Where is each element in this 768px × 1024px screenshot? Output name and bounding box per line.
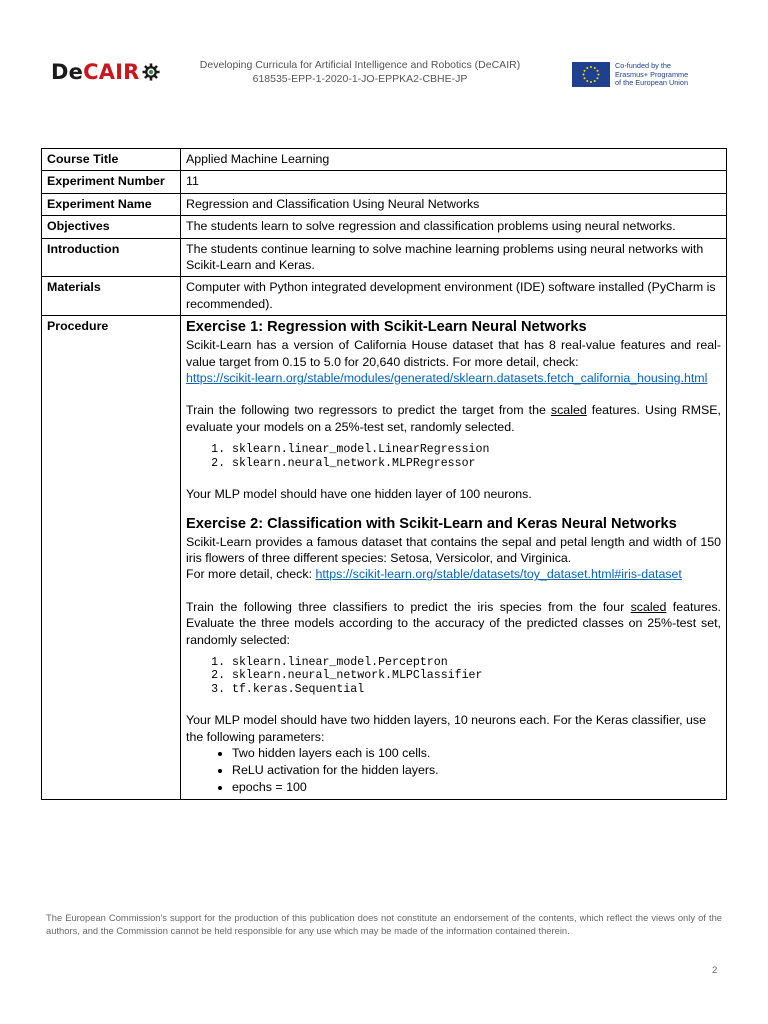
- row-label: Introduction: [42, 238, 181, 277]
- list-item: 2. sklearn.neural_network.MLPClassifier: [232, 669, 721, 682]
- table-row: [42, 216, 727, 238]
- list-item: 2. sklearn.neural_network.MLPRegressor: [232, 457, 721, 470]
- row-value: The students continue learning to solve machine learning problems using neural networks with Scikit-Learn and Keras.: [181, 238, 727, 277]
- exercise-2-model-list: [186, 656, 721, 696]
- keras-parameter-list: [186, 745, 721, 796]
- logo-text: DeCAIR: [51, 60, 140, 84]
- table-row: [42, 193, 727, 215]
- iris-dataset-link[interactable]: https://scikit-learn.org/stable/datasets/toy_dataset.html#iris-dataset: [315, 567, 682, 582]
- header-title: [150, 58, 570, 86]
- table-row: [42, 277, 727, 316]
- eu-text: Co-funded by the Erasmus+ Programme of the European Union: [615, 61, 689, 88]
- list-item: • ReLU activation for the hidden layers.: [232, 762, 721, 779]
- row-label: Procedure: [42, 316, 181, 800]
- list-item: 1. sklearn.linear_model.LinearRegression: [232, 443, 721, 456]
- exercise-2-instructions: Train the following three classifiers to predict the iris species from the four scaled features. Evaluate the three models according to the accuracy of the predicted classes on 25%-test set, randomly selected:: [186, 599, 722, 647]
- row-value: The students learn to solve regression and classification problems using neural networks.: [181, 216, 727, 238]
- exercise-2-note: Your MLP model should have two hidden layers, 10 neurons each. For the Keras classifier, use the following parameters:: [186, 713, 707, 744]
- row-value: 11: [181, 171, 727, 193]
- row-label: Course Title: [42, 149, 181, 171]
- list-item: • Two hidden layers each is 100 cells.: [232, 745, 721, 762]
- exercise-1-intro: Scikit-Learn has a version of California House dataset that has 8 real-value features and real-value target from 0.15 to 5.0 for 20,640 districts. For more detail, check:: [186, 338, 721, 369]
- experiment-table: [41, 148, 727, 800]
- table-row: [42, 238, 727, 277]
- eu-cofunded-logo: [572, 62, 688, 88]
- table-row: [42, 149, 727, 171]
- list-item: 1. sklearn.linear_model.Perceptron: [232, 656, 721, 669]
- row-value: Computer with Python integrated development environment (IDE) software installed (PyCharm is recommended).: [181, 277, 727, 316]
- row-value: Regression and Classification Using Neural Networks: [181, 193, 727, 215]
- exercise-1-model-list: [186, 443, 721, 470]
- eu-disclaimer: The European Commission's support for the production of this publication does not constitute an endorsement of the contents, which reflect the views only of the authors, and the Commission cannot be held responsible for any use which may be made of the information contained therein.: [46, 912, 722, 937]
- california-housing-link[interactable]: https://scikit-learn.org/stable/modules/generated/sklearn.datasets.fetch_california_housing.html: [186, 371, 708, 386]
- exercise-2-detail: For more detail, check: https://scikit-learn.org/stable/datasets/toy_dataset.html#iris-dataset: [186, 567, 682, 582]
- exercise-2-intro: Scikit-Learn provides a famous dataset that contains the sepal and petal length and width of 150 iris flowers of three different species: Setosa, Versicolor, and Virginica.: [186, 534, 721, 565]
- exercise-1-instructions: Train the following two regressors to predict the target from the scaled features. Using RMSE, evaluate your models on a 25%-test set, randomly selected.: [186, 403, 721, 434]
- table-row: [42, 316, 727, 800]
- procedure-cell: [181, 316, 727, 800]
- exercise-1-note: Your MLP model should have one hidden layer of 100 neurons.: [186, 487, 532, 502]
- row-label: Objectives: [42, 216, 181, 238]
- table-row: [42, 171, 727, 193]
- page-number: 2: [712, 965, 718, 976]
- row-value: Applied Machine Learning: [181, 149, 727, 171]
- list-item: 3. tf.keras.Sequential: [232, 683, 721, 696]
- eu-flag-icon: [572, 62, 610, 87]
- list-item: • epochs = 100: [232, 779, 721, 796]
- decair-logo: [51, 60, 160, 84]
- exercise-1-title: Exercise 1: Regression with Scikit-Learn Neural Networks: [186, 319, 587, 336]
- row-label: Experiment Number: [42, 171, 181, 193]
- project-title: Developing Curricula for Artificial Intelligence and Robotics (DeCAIR): [199, 59, 521, 71]
- exercise-2-title: Exercise 2: Classification with Scikit-Learn and Keras Neural Networks: [186, 515, 677, 532]
- project-code: 618535-EPP-1-2020-1-JO-EPPKA2-CBHE-JP: [252, 73, 468, 85]
- row-label: Materials: [42, 277, 181, 316]
- row-label: Experiment Name: [42, 193, 181, 215]
